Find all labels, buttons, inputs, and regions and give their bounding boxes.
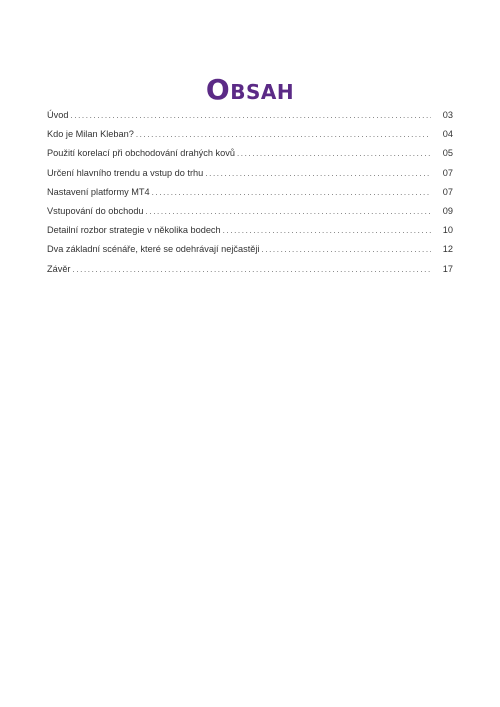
toc-entry[interactable]	[47, 221, 453, 240]
toc-entry-label: Určení hlavního trendu a vstup do trhu	[47, 167, 204, 178]
table-of-contents	[47, 106, 453, 279]
toc-entry-label: Použití korelací při obchodování drahých kovů	[47, 148, 235, 159]
toc-entry[interactable]	[47, 183, 453, 202]
toc-entry-page: 09	[442, 205, 453, 216]
toc-entry-label: Vstupování do obchodu	[47, 205, 144, 216]
toc-leader-dots	[223, 221, 431, 240]
toc-entry-label: Dva základní scénáře, které se odehrávají nejčastěji	[47, 244, 260, 255]
toc-entry-page: 04	[442, 129, 453, 140]
toc-entry-label: Úvod	[47, 110, 69, 120]
toc-entry-page: 03	[442, 110, 453, 120]
toc-entry-page: 05	[442, 148, 453, 159]
toc-entry-label: Kdo je Milan Kleban?	[47, 129, 134, 140]
toc-leader-dots	[136, 125, 431, 144]
toc-entry-page: 12	[442, 244, 453, 255]
toc-leader-dots	[146, 202, 431, 221]
toc-leader-dots	[70, 106, 431, 125]
page-title: Obsah	[205, 72, 295, 106]
toc-entry[interactable]	[47, 125, 453, 144]
toc-entry[interactable]	[47, 260, 453, 279]
toc-entry-label: Detailní rozbor strategie v několika bodech	[47, 225, 221, 236]
toc-entry[interactable]	[47, 144, 453, 163]
toc-leader-dots	[205, 164, 431, 183]
toc-entry-page: 17	[442, 263, 453, 274]
toc-entry-page: 07	[442, 186, 453, 197]
toc-entry[interactable]	[47, 202, 453, 221]
toc-leader-dots	[237, 144, 431, 163]
toc-entry[interactable]	[47, 240, 453, 259]
toc-leader-dots	[152, 183, 431, 202]
toc-entry-label: Nastavení platformy MT4	[47, 186, 150, 197]
toc-leader-dots	[261, 240, 431, 259]
toc-leader-dots	[73, 260, 432, 279]
toc-entry[interactable]	[47, 106, 453, 125]
toc-entry[interactable]	[47, 164, 453, 183]
toc-entry-page: 10	[442, 225, 453, 236]
toc-entry-label: Závěr	[47, 263, 71, 274]
toc-entry-page: 07	[442, 167, 453, 178]
